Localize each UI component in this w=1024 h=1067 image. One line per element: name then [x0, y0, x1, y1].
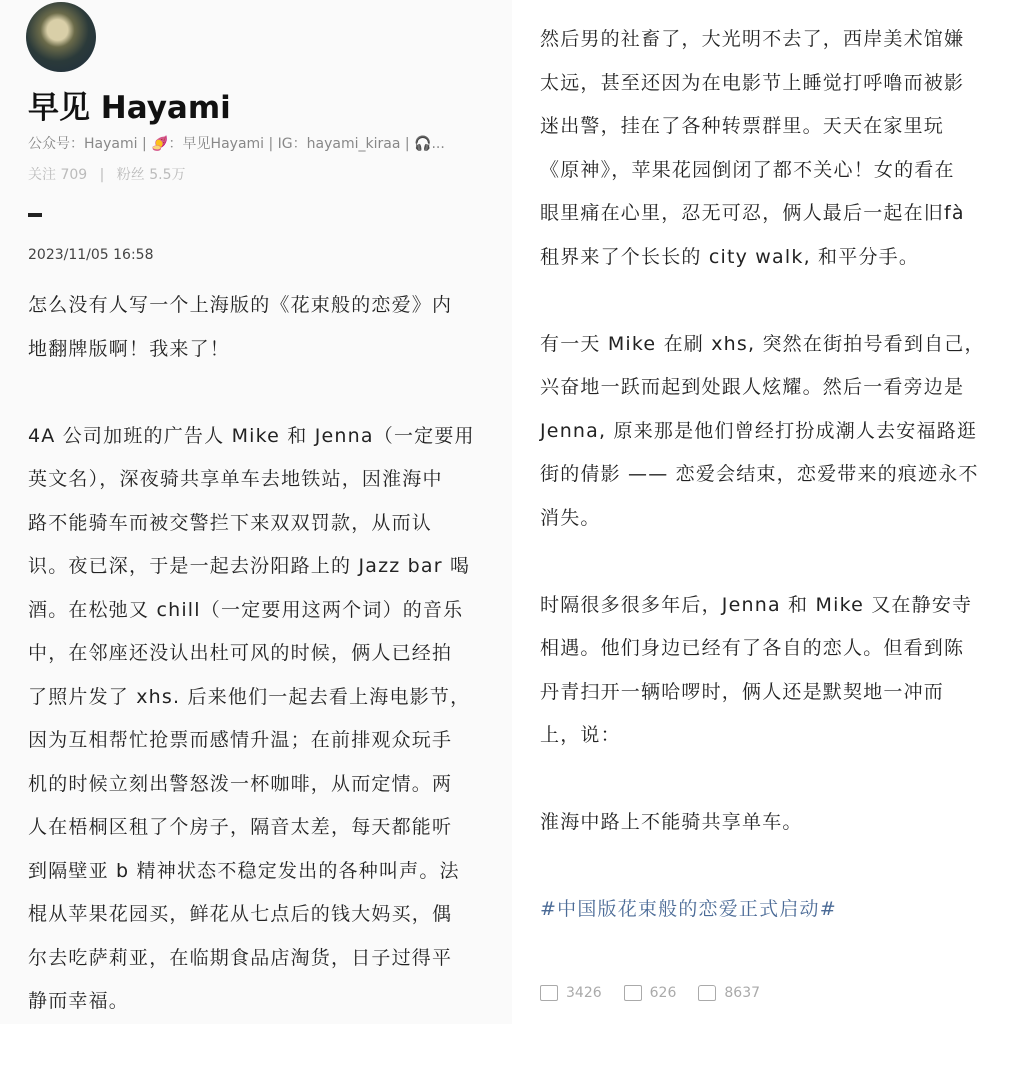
divider	[28, 213, 42, 217]
paragraph-line: 英文名），深夜骑共享单车去地铁站，因淮海中	[28, 458, 475, 502]
avatar[interactable]	[26, 2, 96, 72]
like-button[interactable]	[698, 985, 760, 1001]
paragraph-line: 酒。在松弛又 chill（一定要用这两个词）的音乐	[28, 589, 475, 633]
paragraph-line: 4A 公司加班的广告人 Mike 和 Jenna（一定要用	[28, 415, 475, 459]
paragraph-line: 丹青扫开一辆哈啰时，俩人还是默契地一冲而	[540, 671, 985, 715]
paragraph-line: 兴奋地一跃而起到处跟人炫耀。然后一看旁边是	[540, 366, 985, 410]
profile-bio: 公众号：Hayami | 🍠：早见Hayami | IG：hayami_kiraa | 🎧...	[28, 133, 445, 153]
paragraph-line: 眼里痛在心里，忍无可忍，俩人最后一起在旧fà	[540, 192, 985, 236]
paragraph-line: 地翻牌版啊！我来了！	[28, 328, 475, 372]
paragraph-line: 然后男的社畜了，大光明不去了，西岸美术馆嫌	[540, 18, 985, 62]
fans-count[interactable]: 粉丝 5.5万	[117, 167, 186, 183]
paragraph-gap	[28, 1024, 475, 1067]
paragraph-line: 租界来了个长长的 city walk, 和平分手。	[540, 236, 985, 280]
paragraph-line: 上，说：	[540, 714, 985, 758]
paragraph-gap	[540, 758, 985, 802]
paragraph-line: 棍从苹果花园买，鲜花从七点后的钱大妈买，偶	[28, 893, 475, 937]
repost-button[interactable]	[540, 985, 602, 1001]
paragraph-line: 识。夜已深，于是一起去汾阳路上的 Jazz bar 喝	[28, 545, 475, 589]
comment-button[interactable]	[624, 985, 677, 1001]
paragraph-line: 消失。	[540, 497, 985, 541]
paragraph-line: 中，在邻座还没认出杜可风的时候，俩人已经拍	[28, 632, 475, 676]
paragraph-line: 《原神》，苹果花园倒闭了都不关心！女的看在	[540, 149, 985, 193]
paragraph-line: 太远，甚至还因为在电影节上睡觉打呼噜而被影	[540, 62, 985, 106]
paragraph-line: 街的倩影 —— 恋爱会结束，恋爱带来的痕迹永不	[540, 453, 985, 497]
post-body-left	[28, 284, 475, 1067]
paragraph-line: 到隔壁亚 b 精神状态不稳定发出的各种叫声。法	[28, 850, 475, 894]
paragraph-line: 时隔很多很多年后，Jenna 和 Mike 又在静安寺	[540, 584, 985, 628]
paragraph-line: 机的时候立刻出警怒泼一杯咖啡，从而定情。两	[28, 763, 475, 807]
paragraph-line: 有一天 Mike 在刷 xhs, 突然在街拍号看到自己，	[540, 323, 985, 367]
paragraph-gap	[540, 540, 985, 584]
paragraph-line: 怎么没有人写一个上海版的《花束般的恋爱》内	[28, 284, 475, 328]
hashtag-link[interactable]: #中国版花束般的恋爱正式启动#	[540, 888, 985, 932]
profile-name[interactable]: 早见 Hayami	[28, 82, 231, 127]
paragraph-gap	[540, 279, 985, 323]
profile-stats	[28, 164, 186, 184]
post-left-column	[0, 0, 512, 1024]
paragraph-line: 淮海中路上不能骑共享单车。	[540, 801, 985, 845]
action-bar	[540, 985, 760, 1001]
comment-count: 626	[650, 985, 677, 1001]
paragraph-line: 尔去吃萨莉亚，在临期食品店淘货，日子过得平	[28, 937, 475, 981]
paragraph-line: Jenna, 原来那是他们曾经打扮成潮人去安福路逛	[540, 410, 985, 454]
paragraph-line: 因为互相帮忙抢票而感情升温；在前排观众玩手	[28, 719, 475, 763]
post-right-column	[512, 0, 1024, 1024]
paragraph-line: 了照片发了 xhs. 后来他们一起去看上海电影节，	[28, 676, 475, 720]
post-body-right	[540, 18, 985, 932]
thumbs-up-icon	[698, 985, 716, 1001]
repost-icon	[540, 985, 558, 1001]
like-count: 8637	[724, 985, 760, 1001]
paragraph-line: 人在梧桐区租了个房子，隔音太差，每天都能听	[28, 806, 475, 850]
paragraph-gap	[540, 845, 985, 889]
comment-icon	[624, 985, 642, 1001]
paragraph-line: 路不能骑车而被交警拦下来双双罚款，从而认	[28, 502, 475, 546]
stats-separator: |	[100, 167, 105, 183]
post-date: 2023/11/05 16:58	[28, 247, 154, 263]
paragraph-line: 相遇。他们身边已经有了各自的恋人。但看到陈	[540, 627, 985, 671]
paragraph-line: 静而幸福。	[28, 980, 475, 1024]
follow-count[interactable]: 关注 709	[28, 167, 87, 183]
repost-count: 3426	[566, 985, 602, 1001]
paragraph-gap	[28, 371, 475, 415]
paragraph-line: 迷出警，挂在了各种转票群里。天天在家里玩	[540, 105, 985, 149]
